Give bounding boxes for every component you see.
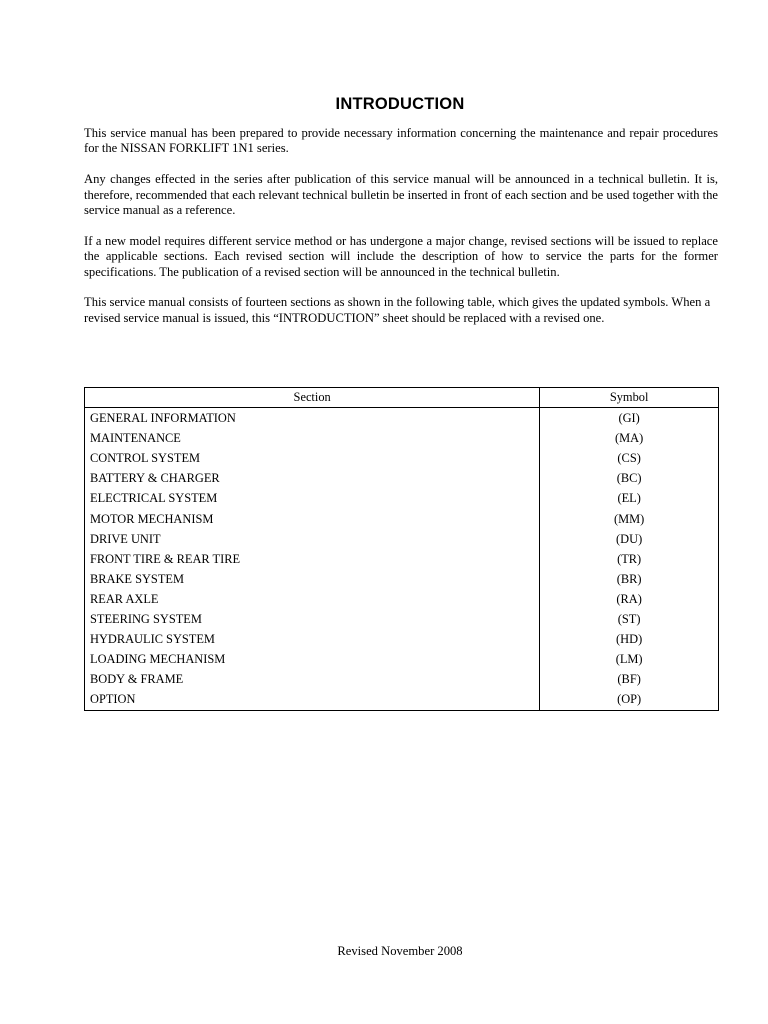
- section-symbol-cell: (OP): [540, 689, 719, 711]
- table-row: [85, 669, 719, 689]
- section-symbol-cell: (BR): [540, 569, 719, 589]
- table-row: [85, 408, 719, 429]
- table-row: [85, 649, 719, 669]
- section-name-cell: DRIVE UNIT: [90, 531, 161, 546]
- section-symbol-cell: (MM): [540, 508, 719, 528]
- table-row: [85, 569, 719, 589]
- table-header-row: [85, 388, 719, 408]
- paragraph-revisions: If a new model requires different service method or has undergone a major change, revised sections will be issued to replace the applicable sections. Each revised section will include the description of how to service the parts for the former specifications. The publication of a revised section will be announced in the technical bulletin.: [84, 233, 718, 279]
- section-symbol-cell: (BC): [540, 468, 719, 488]
- sections-table-body: [85, 408, 719, 711]
- section-symbol-cell: (MA): [540, 428, 719, 448]
- paragraph-purpose: This service manual has been prepared to provide necessary information concerning the maintenance and repair procedures for the NISSAN FORKLIFT 1N1 series.: [84, 126, 718, 156]
- section-symbol-cell: (ST): [540, 609, 719, 629]
- section-symbol-cell: (DU): [540, 529, 719, 549]
- section-name-cell: LOADING MECHANISM: [90, 652, 226, 667]
- section-name-cell: STEERING SYSTEM: [90, 611, 202, 626]
- section-symbol-cell: (EL): [540, 488, 719, 508]
- section-name-cell: HYDRAULIC SYSTEM: [90, 632, 215, 647]
- table-row: [85, 549, 719, 569]
- section-name-cell: BATTERY & CHARGER: [90, 471, 220, 486]
- section-name-cell: OPTION: [90, 692, 136, 707]
- section-name-cell: BRAKE SYSTEM: [90, 571, 184, 586]
- section-name-cell: FRONT TIRE & REAR TIRE: [90, 551, 241, 566]
- table-row: [85, 448, 719, 468]
- table-row: [85, 468, 719, 488]
- section-symbol-cell: (RA): [540, 589, 719, 609]
- table-row: [85, 589, 719, 609]
- table-row: [85, 609, 719, 629]
- section-symbol-cell: (HD): [540, 629, 719, 649]
- section-name-cell: ELECTRICAL SYSTEM: [90, 491, 218, 506]
- paragraph-sections: This service manual consists of fourteen sections as shown in the following table, which gives the updated symbols. When a revised service manual is issued, this “INTRODUCTION” sheet should be replaced with a revised one.: [84, 295, 711, 325]
- table-row: [85, 629, 719, 649]
- table-row: [85, 508, 719, 528]
- section-symbol-cell: (LM): [540, 649, 719, 669]
- revision-footer: Revised November 2008: [337, 944, 463, 958]
- table-row: [85, 529, 719, 549]
- table-row: [85, 488, 719, 508]
- section-symbol-cell: (TR): [540, 549, 719, 569]
- section-name-cell: CONTROL SYSTEM: [90, 451, 201, 466]
- section-name-cell: MAINTENANCE: [90, 431, 181, 446]
- page-title: INTRODUCTION: [335, 95, 465, 113]
- table-row: [85, 428, 719, 448]
- column-header-section: Section: [85, 388, 540, 408]
- section-name-cell: REAR AXLE: [90, 591, 159, 606]
- table-row: [85, 689, 719, 711]
- section-symbol-cell: (GI): [540, 408, 719, 429]
- column-header-symbol: Symbol: [540, 388, 719, 408]
- section-symbol-cell: (CS): [540, 448, 719, 468]
- sections-table: [84, 387, 719, 711]
- section-name-cell: BODY & FRAME: [90, 672, 184, 687]
- section-name-cell: GENERAL INFORMATION: [90, 411, 236, 426]
- section-symbol-cell: (BF): [540, 669, 719, 689]
- section-name-cell: MOTOR MECHANISM: [90, 511, 214, 526]
- paragraph-changes: Any changes effected in the series after publication of this service manual will be announced in a technical bulletin. It is, therefore, recommended that each relevant technical bulletin be inserted in front of each section and be used together with the service manual as a reference.: [84, 172, 718, 218]
- intro-body: [84, 126, 718, 342]
